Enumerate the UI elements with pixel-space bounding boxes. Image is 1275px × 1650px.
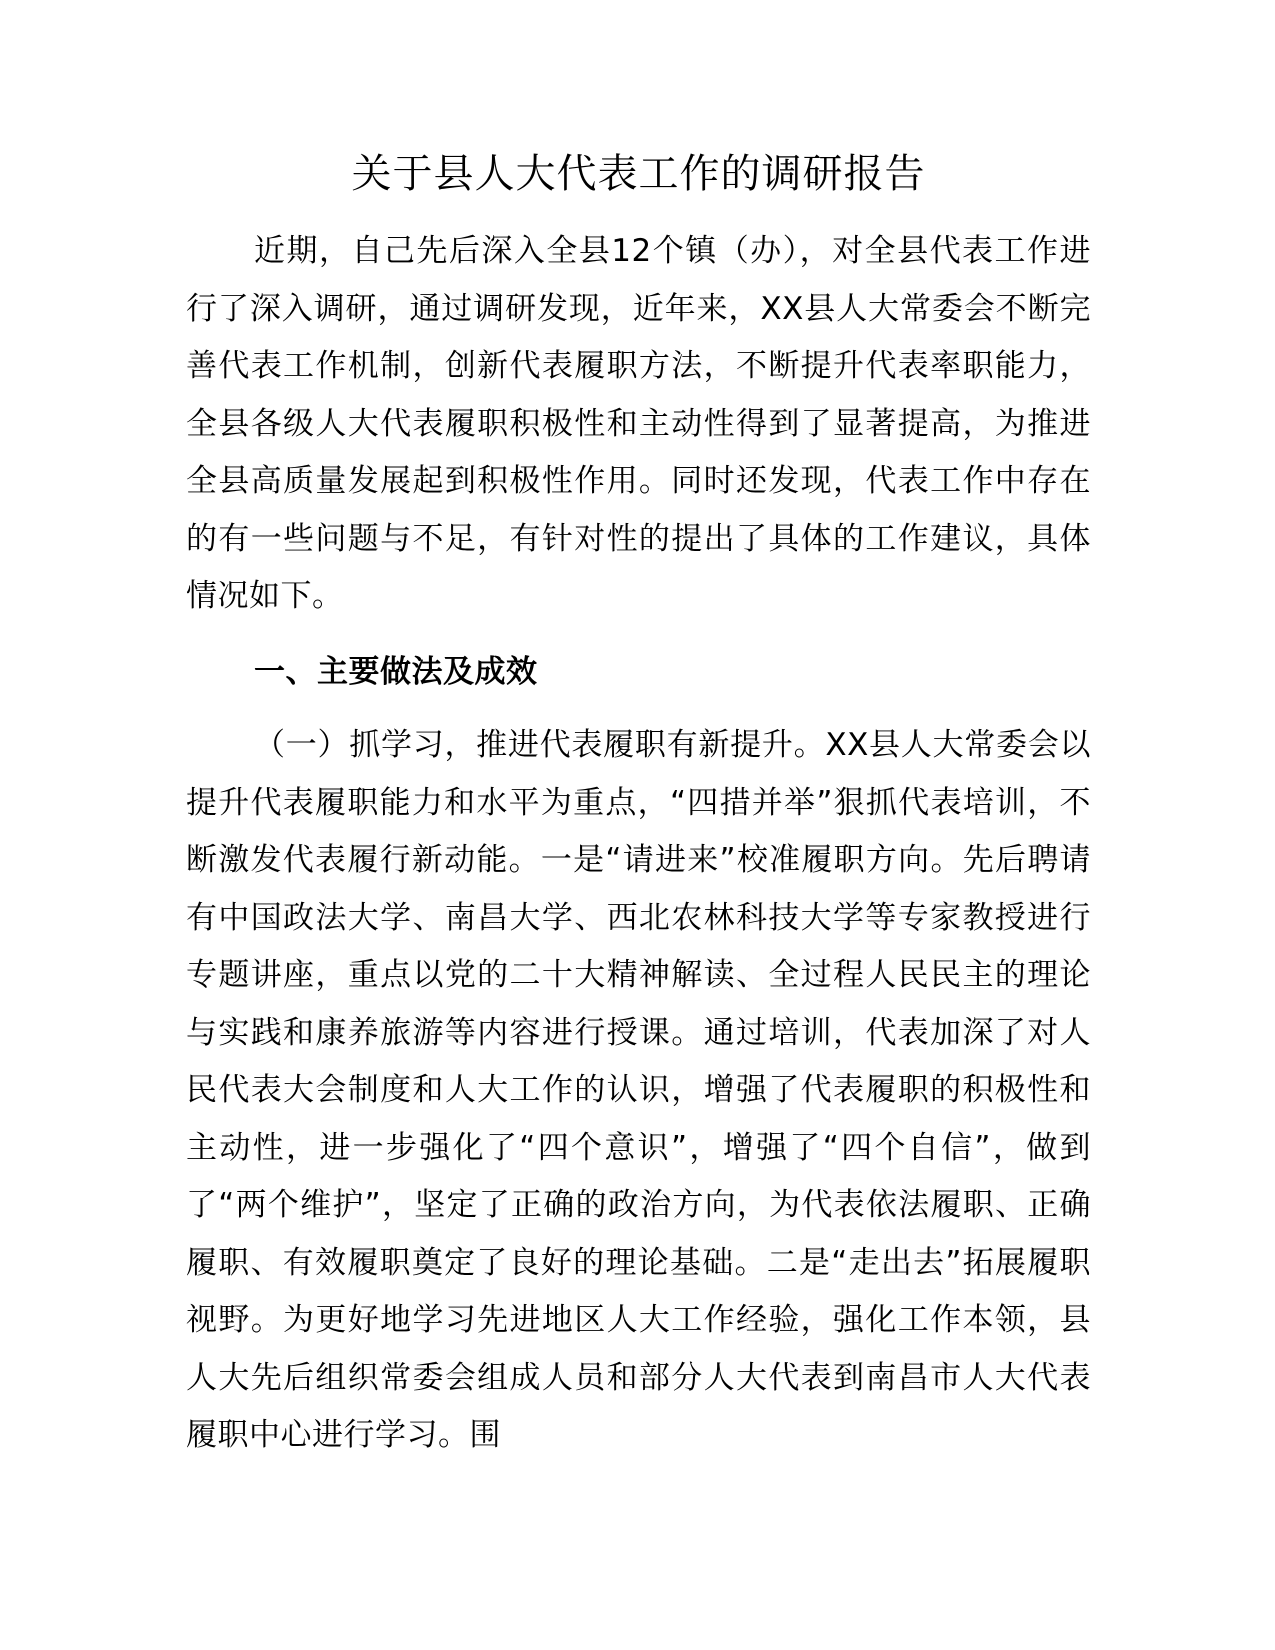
section-heading-1: 一、主要做法及成效 [254, 654, 538, 690]
intro-paragraph: 近期，自己先后深入全县12个镇（办），对全县代表工作进行了深入调研，通过调研发现，近年来，XX县人大常委会不断完善代表工作机制，创新代表履职方法，不断提升代表率职能力，全县各级人大代表履职积极性和主动性得到了显著提高，为推进全县高质量发展起到积极性作用。同时还发现，代表工作中存在的有一些问题与不足，有针对性的提出了具体的工作建议，具体情况如下。 [186, 233, 1091, 614]
section-1-paragraph: （一）抓学习，推进代表履职有新提升。XX县人大常委会以提升代表履职能力和水平为重点，“四措并举”狠抓代表培训，不断激发代表履行新动能。一是“请进来”校准履职方向。先后聘请有中国政法大学、南昌大学、西北农林科技大学等专家教授进行专题讲座，重点以党的二十大精神解读、全过程人民民主的理论与实践和康养旅游等内容进行授课。通过培训，代表加深了对人民代表大会制度和人大工作的认识，增强了代表履职的积极性和主动性，进一步强化了“四个意识”，增强了“四个自信”，做到了“两个维护”，坚定了正确的政治方向，为代表依法履职、正确履职、有效履职奠定了良好的理论基础。二是“走出去”拓展履职视野。为更好地学习先进地区人大工作经验，强化工作本领，县人大先后组织常委会组成人员和部分人大代表到南昌市人大代表履职中心进行学习。围 [186, 727, 1091, 1453]
document-title: 关于县人大代表工作的调研报告 [351, 151, 926, 197]
